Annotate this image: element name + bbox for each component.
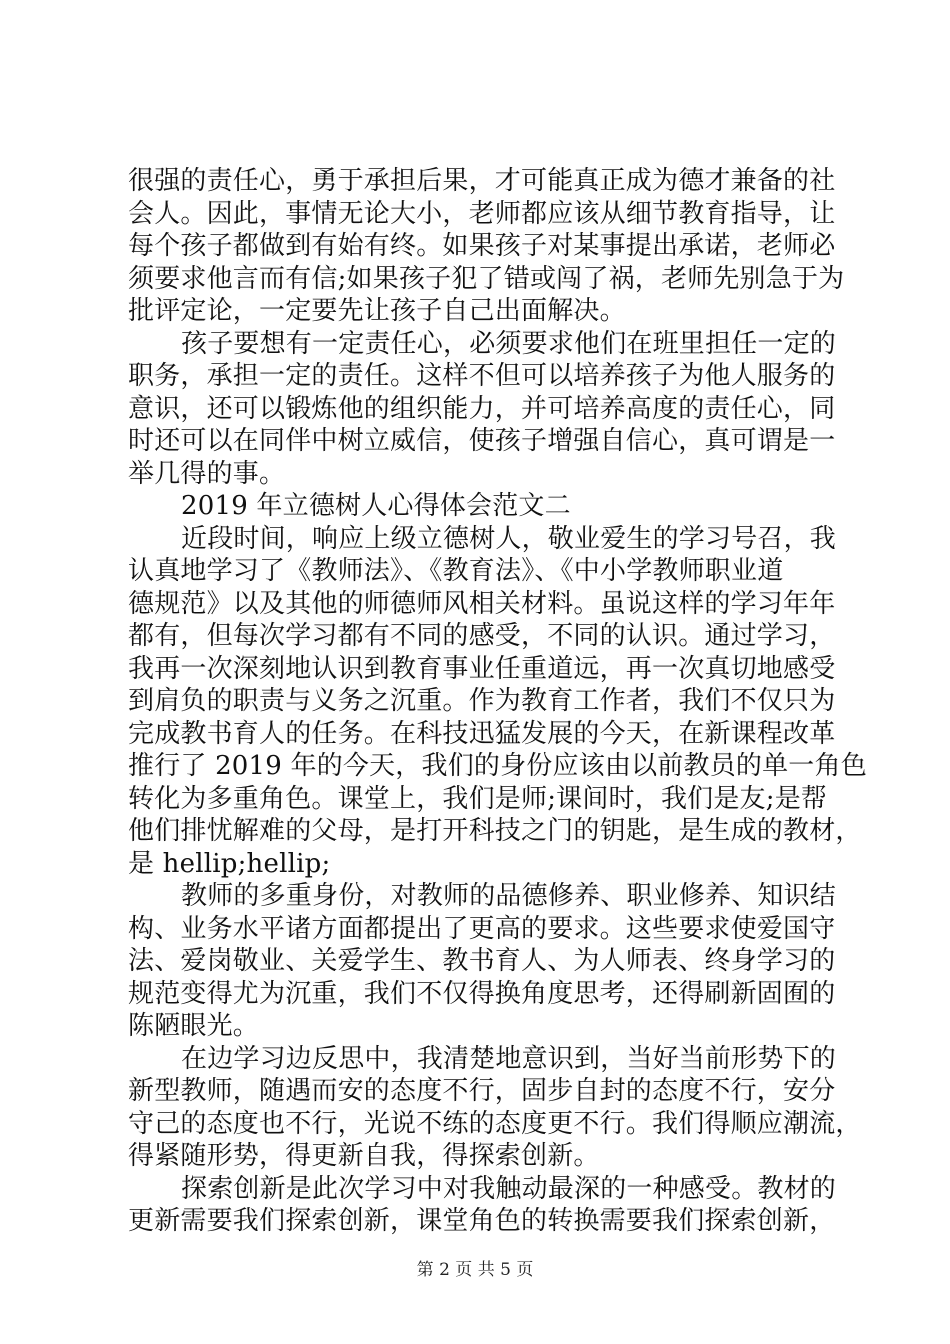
- text-line: 职务，承担一定的责任。这样不但可以培养孩子为他人服务的: [128, 361, 836, 391]
- text-line: 认真地学习了《教师法》、《教育法》、《中小学教师职业道: [128, 556, 784, 586]
- text-line: 规范变得尤为沉重，我们不仅得换角度思考，还得刷新固囿的: [128, 978, 836, 1009]
- text-line: 举几得的事。: [128, 458, 286, 489]
- text-line: 是 hellip;hellip;: [128, 848, 331, 879]
- text-line: 法、爱岗敬业、关爱学生、教书育人、为人师表、终身学习的: [128, 946, 836, 976]
- text-line: 他们排忧解难的父母，是打开科技之门的钥匙，是生成的教材，: [128, 816, 862, 846]
- text-line: 意识，还可以锻炼他的组织能力，并可培养高度的责任心，同: [128, 393, 836, 424]
- text-line: 到肩负的职责与义务之沉重。作为教育工作者，我们不仅只为: [128, 686, 836, 716]
- paragraph-first-line: 教师的多重身份，对教师的品德修养、职业修养、知识结: [181, 881, 837, 911]
- text-line: 每个孩子都做到有始有终。如果孩子对某事提出承诺，老师必: [128, 231, 836, 261]
- text-line: 更新需要我们探索创新，课堂角色的转换需要我们探索创新，: [128, 1206, 836, 1236]
- text-line: 转化为多重角色。课堂上，我们是师;课间时，我们是友;是帮: [128, 783, 828, 814]
- text-line: 陈陋眼光。: [128, 1011, 260, 1041]
- text-line: 守己的态度也不行，光说不练的态度更不行。我们得顺应潮流，: [128, 1108, 862, 1139]
- text-line: 须要求他言而有信;如果孩子犯了错或闯了祸，老师先别急于为: [128, 263, 845, 294]
- section-heading: 2019 年立德树人心得体会范文二: [181, 491, 571, 521]
- text-line: 时还可以在同伴中树立威信，使孩子增强自信心，真可谓是一: [128, 426, 836, 456]
- paragraph-first-line: 近段时间，响应上级立德树人，敬业爱生的学习号召，我: [181, 523, 837, 554]
- text-line: 得紧随形势，得更新自我，得探索创新。: [128, 1141, 600, 1171]
- paragraph-first-line: 探索创新是此次学习中对我触动最深的一种感受。教材的: [181, 1173, 837, 1204]
- text-line: 很强的责任心，勇于承担后果，才可能真正成为德才兼备的社: [128, 166, 836, 196]
- text-line: 会人。因此，事情无论大小，老师都应该从细节教育指导，让: [128, 198, 836, 229]
- paragraph-first-line: 孩子要想有一定责任心，必须要求他们在班里担任一定的: [181, 328, 837, 359]
- text-line: 构、业务水平诸方面都提出了更高的要求。这些要求使爱国守: [128, 913, 836, 944]
- text-line: 我再一次深刻地认识到教育事业任重道远，再一次真切地感受: [128, 653, 836, 684]
- text-line: 德规范》以及其他的师德师风相关材料。虽说这样的学习年年: [128, 588, 836, 619]
- page-number-footer: 第 2 页 共 5 页: [416, 1259, 534, 1280]
- text-line: 新型教师，随遇而安的态度不行，固步自封的态度不行，安分: [128, 1076, 836, 1106]
- text-line: 都有，但每次学习都有不同的感受，不同的认识。通过学习，: [128, 621, 836, 651]
- paragraph-first-line: 在边学习边反思中，我清楚地意识到，当好当前形势下的: [181, 1043, 837, 1074]
- text-line: 推行了 2019 年的今天，我们的身份应该由以前教员的单一角色: [128, 751, 867, 781]
- text-line: 完成教书育人的任务。在科技迅猛发展的今天，在新课程改革: [128, 718, 836, 749]
- text-line: 批评定论，一定要先让孩子自己出面解决。: [128, 296, 626, 326]
